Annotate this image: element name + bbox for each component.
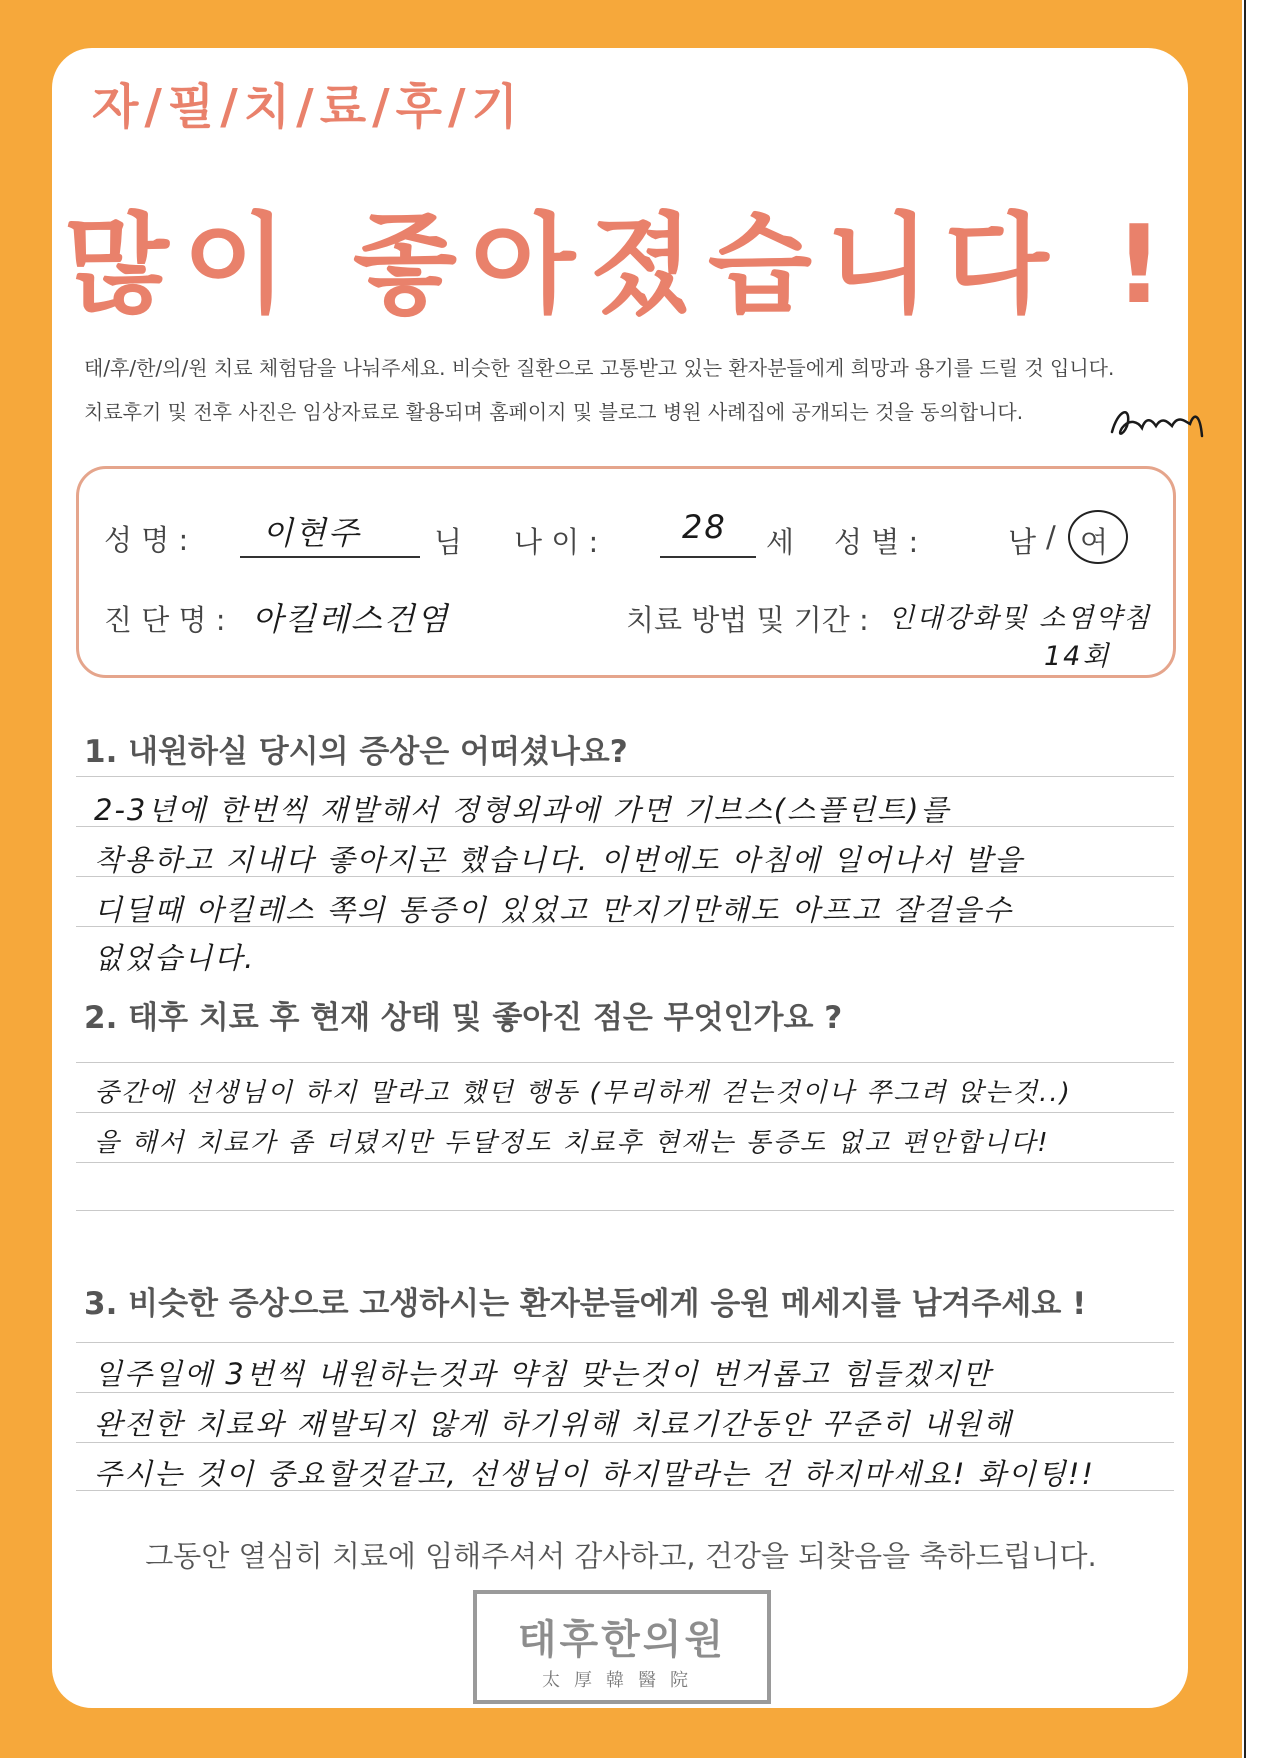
name-suffix: 님 [434, 525, 463, 559]
patient-info-box [76, 466, 1176, 678]
age-value: 28 [682, 508, 727, 546]
clinic-name: 태후한의원 [517, 1617, 727, 1663]
gender-female: 여 [1080, 525, 1109, 559]
age-suffix: 세 [766, 525, 795, 559]
name-label: 성 명 : [104, 523, 189, 557]
question-2: 2. 태후 치료 후 현재 상태 및 좋아진 점은 무엇인가요 ? [84, 1000, 843, 1036]
rule-line [76, 1112, 1174, 1113]
diagnosis-value: 아킬레스건염 [252, 600, 450, 638]
clinic-stamp [473, 1590, 771, 1704]
treatment-label: 치료 방법 및 기간 : [626, 603, 869, 637]
diagnosis-label: 진 단 명 : [104, 603, 226, 637]
rule-line [76, 1210, 1174, 1211]
gender-label: 성 별 : [834, 525, 919, 559]
answer-1-line-4: 없었습니다. [94, 941, 256, 975]
answer-1-line-1: 2-3년에 한번씩 재발해서 정형외과에 가면 기브스(스플린트)를 [94, 793, 951, 827]
answer-1-line-2: 착용하고 지내다 좋아지곤 했습니다. 이번에도 아침에 일어나서 발을 [94, 843, 1025, 877]
closing-message: 그동안 열심히 치료에 임해주셔서 감사하고, 건강을 되찾음을 축하드립니다. [145, 1539, 1097, 1573]
answer-1-line-3: 디딜때 아킬레스 쪽의 통증이 있었고 만지기만해도 아프고 잘걸을수 [94, 893, 1013, 927]
headline: 많이 좋아졌습니다 ! [64, 203, 1178, 328]
gender-male: 남 [1008, 525, 1037, 559]
scan-edge [1244, 0, 1246, 1758]
rule-line [76, 1062, 1174, 1063]
age-label: 나 이 : [514, 525, 599, 559]
answer-3-line-1: 일주일에 3번씩 내원하는것과 약침 맞는것이 번거롭고 힘들겠지만 [94, 1357, 993, 1391]
question-3: 3. 비슷한 증상으로 고생하시는 환자분들에게 응원 메세지를 남겨주세요 ! [84, 1286, 1087, 1322]
name-value: 이현주 [262, 514, 361, 552]
answer-2-line-2: 을 해서 치료가 좀 더뎠지만 두달정도 치료후 현재는 통증도 없고 편안합니다! [94, 1128, 1050, 1158]
signature-icon [1108, 392, 1208, 448]
intro-line-1: 태/후/한/의/원 치료 체험담을 나눠주세요. 비슷한 질환으로 고통받고 있는 환자분들에게 희망과 용기를 드릴 것 입니다. [84, 356, 1115, 380]
rule-line [76, 1342, 1174, 1343]
form-tag: 자/필/치/료/후/기 [92, 79, 524, 135]
gender-separator: / [1046, 520, 1056, 554]
answer-2-line-1: 중간에 선생님이 하지 말라고 했던 행동 (무리하게 걷는것이나 쭈그려 앉는것..) [94, 1078, 1072, 1108]
clinic-name-hanja: 太厚韓醫院 [542, 1670, 702, 1691]
intro-line-2: 치료후기 및 전후 사진은 임상자료로 활용되며 홈페이지 및 블로그 병원 사례집에 공개되는 것을 동의합니다. [84, 400, 1024, 424]
rule-line [76, 776, 1174, 777]
rule-line [76, 1162, 1174, 1163]
answer-3-line-3: 주시는 것이 중요할것같고, 선생님이 하지말라는 건 하지마세요! 화이팅!! [94, 1457, 1096, 1491]
treatment-value: 인대강화및 소염약침 [888, 603, 1152, 634]
treatment-count: 14회 [1044, 641, 1111, 672]
answer-3-line-2: 완전한 치료와 재발되지 않게 하기위해 치료기간동안 꾸준히 내원해 [94, 1407, 1013, 1441]
question-1: 1. 내원하실 당시의 증상은 어떠셨나요? [84, 734, 628, 770]
